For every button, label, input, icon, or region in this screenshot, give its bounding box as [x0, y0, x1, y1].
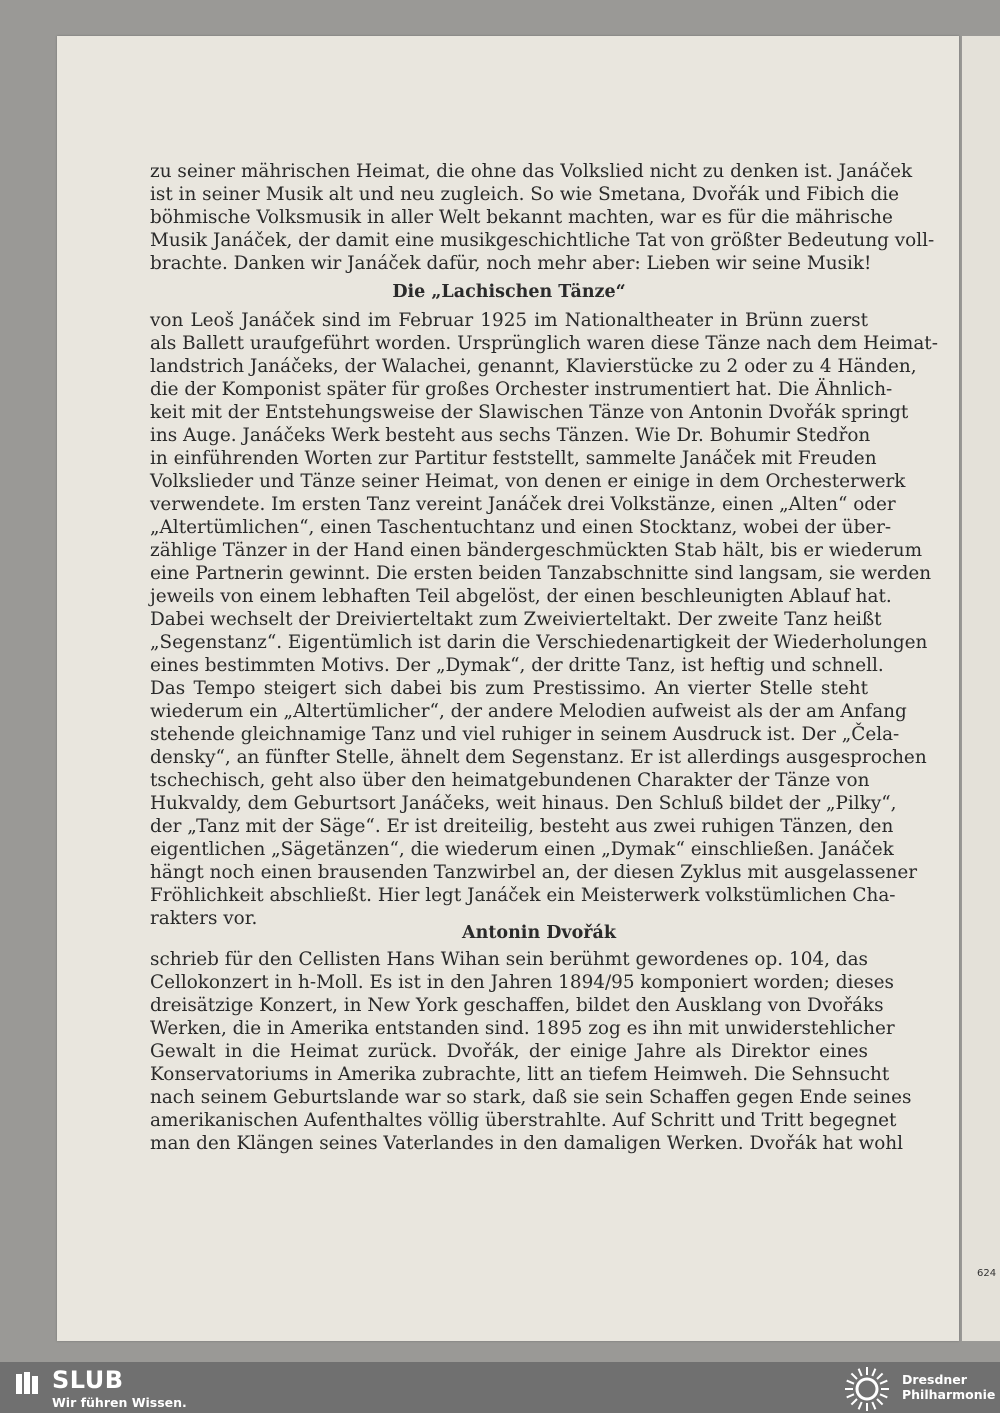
- section-heading-dvorak: Antonin Dvořák: [462, 923, 616, 943]
- text-line: Cellokonzert in h-Moll. Es ist in den Jahren 1894/95 komponiert worden; dieses: [150, 972, 894, 993]
- slub-logo-icon[interactable]: [14, 1370, 40, 1396]
- text-line: brachte. Danken wir Janáček dafür, noch mehr aber: Lieben wir seine Musik!: [150, 253, 872, 274]
- text-line: Werken, die in Amerika entstanden sind. 1895 zog es ihn mit unwiderstehlicher: [150, 1018, 895, 1039]
- text-line: Konservatoriums in Amerika zubrachte, litt an tiefem Heimweh. Die Sehnsucht: [150, 1064, 890, 1085]
- text-line: böhmische Volksmusik in aller Welt bekannt machten, war es für die mährische: [150, 207, 893, 228]
- slub-name[interactable]: SLUB: [52, 1366, 124, 1394]
- text-line: Das Tempo steigert sich dabei bis zum Prestissimo. An vierter Stelle steht: [150, 678, 868, 699]
- text-line: Hukvaldy, dem Geburtsort Janáčeks, weit hinaus. Den Schluß bildet der „Pilky“,: [150, 793, 897, 814]
- text-line: Volkslieder und Tänze seiner Heimat, von denen er einige in dem Orchesterwerk: [150, 471, 906, 492]
- text-line: stehende gleichnamige Tanz und viel ruhiger in seinem Ausdruck ist. Der „Čela-: [150, 724, 900, 745]
- text-line: zu seiner mährischen Heimat, die ohne das Volkslied nicht zu denken ist. Janáček: [150, 161, 913, 182]
- paragraph-intro: [150, 160, 935, 275]
- text-line: wiederum ein „Altertümlicher“, der andere Melodien aufweist als der am Anfang: [150, 701, 907, 722]
- text-line: landstrich Janáčeks, der Walachei, genannt, Klavierstücke zu 2 oder zu 4 Händen,: [150, 356, 917, 377]
- text-line: eines bestimmten Motivs. Der „Dymak“, der dritte Tanz, ist heftig und schnell.: [150, 655, 884, 676]
- text-line: „Segenstanz“. Eigentümlich ist darin die Verschiedenartigkeit der Wiederholungen: [150, 632, 928, 653]
- text-line: keit mit der Entstehungsweise der Slawischen Tänze von Antonin Dvořák springt: [150, 402, 909, 423]
- text-line: der „Tanz mit der Säge“. Er ist dreiteilig, besteht aus zwei ruhigen Tänzen, den: [150, 816, 894, 837]
- text-line: „Altertümlichen“, einen Taschentuchtanz und einen Stocktanz, wobei der über-: [150, 517, 892, 538]
- text-line: hängt noch einen brausenden Tanzwirbel an, der diesen Zyklus mit ausgelassener: [150, 862, 918, 883]
- document-text: [150, 160, 938, 1155]
- next-page-edge: [962, 36, 1000, 1341]
- text-line: zählige Tänzer in der Hand einen bändergeschmückten Stab hält, bis er wiederum: [150, 540, 923, 561]
- text-line: dreisätzige Konzert, in New York geschaffen, bildet den Ausklang von Dvořáks: [150, 995, 884, 1016]
- text-line: rakters vor.: [150, 908, 258, 929]
- text-line: nach seinem Geburtslande war so stark, daß sie sein Schaffen gegen Ende seines: [150, 1087, 912, 1108]
- text-line: in einführenden Worten zur Partitur feststellt, sammelte Janáček mit Freuden: [150, 448, 877, 469]
- section-heading-lachian-dances: Die „Lachischen Tänze“: [392, 282, 626, 302]
- partner-name: [902, 1372, 995, 1402]
- text-line: Fröhlichkeit abschließt. Hier legt Janáček ein Meisterwerk volkstümlichen Cha-: [150, 885, 896, 906]
- page-number: 624: [977, 1268, 997, 1279]
- text-line: ins Auge. Janáčeks Werk besteht aus sechs Tänzen. Wie Dr. Bohumir Stedřon: [150, 425, 871, 446]
- text-line: Gewalt in die Heimat zurück. Dvořák, der einige Jahre als Direktor eines: [150, 1041, 868, 1062]
- text-line: man den Klängen seines Vaterlandes in den damaligen Werken. Dvořák hat wohl: [150, 1133, 904, 1154]
- partner-name-line1: Dresdner: [902, 1372, 967, 1387]
- text-line: verwendete. Im ersten Tanz vereint Janáček drei Volkstänze, einen „Alten“ oder: [150, 494, 896, 515]
- text-line: als Ballett uraufgeführt worden. Ursprünglich waren diese Tänze nach dem Heimat-: [150, 333, 938, 354]
- text-line: tschechisch, geht also über den heimatgebundenen Charakter der Tänze von: [150, 770, 870, 791]
- text-line: amerikanischen Aufenthaltes völlig überstrahlte. Auf Schritt und Tritt begegnet: [150, 1110, 897, 1131]
- text-line: die der Komponist später für großes Orchester instrumentiert hat. Die Ähnlich-: [150, 379, 893, 400]
- paragraph-dvorak: [150, 948, 912, 1155]
- text-line: von Leoš Janáček sind im Februar 1925 im Nationaltheater in Brünn zuerst: [150, 310, 868, 331]
- text-line: densky“, an fünfter Stelle, ähnelt dem Segenstanz. Er ist allerdings ausgesprochen: [150, 747, 927, 768]
- text-line: Musik Janáček, der damit eine musikgeschichtliche Tat von größter Bedeutung voll-: [150, 230, 935, 251]
- text-line: eigentlichen „Sägetänzen“, die wiederum einen „Dymak“ einschließen. Janáček: [150, 839, 894, 860]
- text-line: schrieb für den Cellisten Hans Wihan sein berühmt gewordenes op. 104, das: [150, 949, 868, 970]
- slub-tagline: Wir führen Wissen.: [52, 1395, 187, 1410]
- text-line: ist in seiner Musik alt und neu zugleich. So wie Smetana, Dvořák und Fibich die: [150, 184, 900, 205]
- text-line: Dabei wechselt der Dreivierteltakt zum Zweivierteltakt. Der zweite Tanz heißt: [150, 609, 882, 630]
- partner-name-line2: Philharmonie: [902, 1387, 996, 1402]
- text-line: eine Partnerin gewinnt. Die ersten beiden Tanzabschnitte sind langsam, sie werden: [150, 563, 932, 584]
- dresdner-philharmonie-logo-icon[interactable]: [843, 1365, 891, 1413]
- footer-bar: [0, 1362, 1000, 1413]
- text-line: jeweils von einem lebhaften Teil abgelöst, der einen beschleunigten Ablauf hat.: [150, 586, 892, 607]
- paragraph-lachian-dances: [150, 309, 938, 930]
